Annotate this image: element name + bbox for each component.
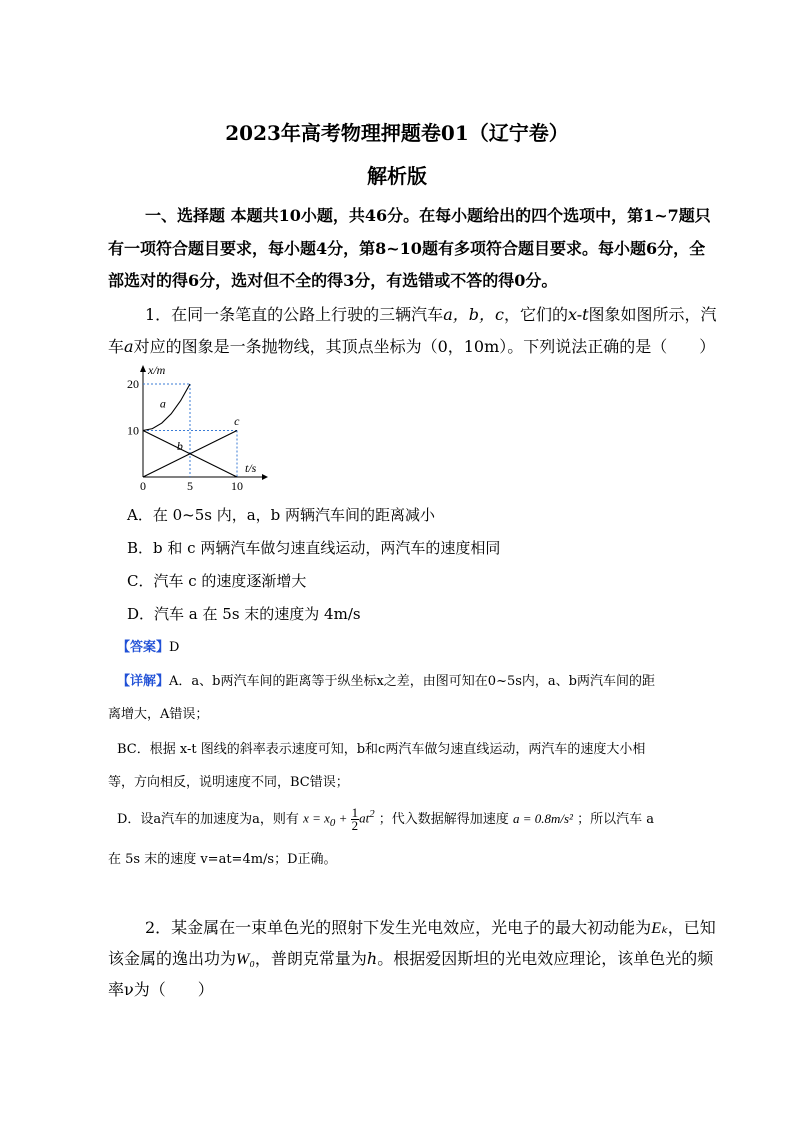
x-tick-0: 0	[140, 479, 146, 492]
option-c: C．汽车 c 的速度逐渐增大	[127, 572, 307, 590]
detail-tag: 【详解】	[117, 674, 170, 689]
question-2-line-1: 2．某金属在一束单色光的照射下发生光电效应，光电子的最大初动能为Eₖ，已知	[145, 918, 716, 937]
y-axis-label: x/m	[148, 363, 166, 377]
y-axis-arrow	[140, 365, 146, 372]
x-axis-label: t/s	[245, 461, 257, 475]
curve-label-a: a	[159, 396, 166, 411]
question-1-stem-line-1: 1．在同一条笔直的公路上行驶的三辆汽车a，b，c，它们的x-t图象如图所示，汽	[145, 305, 717, 324]
curve-label-b: b	[176, 439, 183, 454]
detail-d-line-2: 在 5s 末的速度 v=at=4m/s；D正确。	[108, 852, 337, 867]
option-d: D．汽车 a 在 5s 末的速度为 4m/s	[127, 605, 361, 623]
instructions-line-3: 部选对的得6分，选对但不全的得3分，有选错或不答的得0分。	[108, 271, 558, 290]
instructions-line-1: 一、选择题 本题共10小题，共46分。在每小题给出的四个选项中，第1~7题只	[145, 206, 711, 225]
x-tick-5: 5	[187, 479, 193, 492]
detail-bc-line-1: BC．根据 x-t 图线的斜率表示速度可知，b和c两汽车做匀速直线运动，两汽车的速度大小相	[117, 742, 646, 757]
page-title: 2023年高考物理押题卷01（辽宁卷）	[225, 121, 569, 145]
option-b: B．b 和 c 两辆汽车做匀速直线运动，两汽车的速度相同	[127, 539, 501, 557]
y-tick-20: 20	[127, 377, 139, 391]
series-a-line	[143, 384, 190, 431]
detail-bc-line-2: 等，方向相反，说明速度不同，BC错误；	[108, 775, 349, 790]
symbol-ek: Eₖ	[651, 920, 668, 937]
answer-line	[117, 636, 179, 655]
detail-a-line-1: 【详解】A．a、b两汽车间的距离等于纵坐标x之差，由图可知在0~5s内，a、b两汽车间的距	[117, 674, 655, 689]
y-tick-10: 10	[127, 423, 139, 438]
formula-x: $x = x_0$ + $\frac{1}{2}$ $at^2$	[303, 805, 375, 833]
instructions-line-2: 有一项符合题目要求，每小题4分，第8~10题有多项符合题目要求。每小题6分，全	[108, 239, 706, 258]
question-2-line-3: 率ν为（ ）	[108, 980, 214, 999]
detail-a-line-2: 离增大，A错误；	[108, 707, 209, 722]
x-tick-10: 10	[231, 479, 243, 492]
symbol-w0: W₀	[236, 951, 255, 968]
answer-tag: 【答案】	[117, 640, 170, 655]
xt-graph	[110, 362, 270, 492]
page-subtitle: 解析版	[367, 164, 427, 188]
formula-accel: a = 0.8m/s²	[512, 811, 573, 826]
curve-label-c: c	[234, 413, 240, 428]
x-axis-arrow	[262, 474, 268, 480]
question-2-line-2: 该金属的逸出功为W₀，普朗克常量为h。根据爱因斯坦的光电效应理论，该单色光的频	[108, 949, 714, 968]
question-1-stem-line-2: 车a对应的图象是一条抛物线，其顶点坐标为（0，10m）。下列说法正确的是（ ）	[108, 337, 716, 356]
option-a: A．在 0~5s 内，a，b 两辆汽车间的距离减小	[127, 506, 436, 524]
answer-value: D	[169, 640, 180, 655]
detail-d-line-1: D．设a汽车的加速度为a，则有 $x = x_0$ + $\frac{1}{2}$ $at^2$ ；代入数据解得加速度 a = 0.8m/s² ；所以汽车 a	[117, 805, 654, 833]
